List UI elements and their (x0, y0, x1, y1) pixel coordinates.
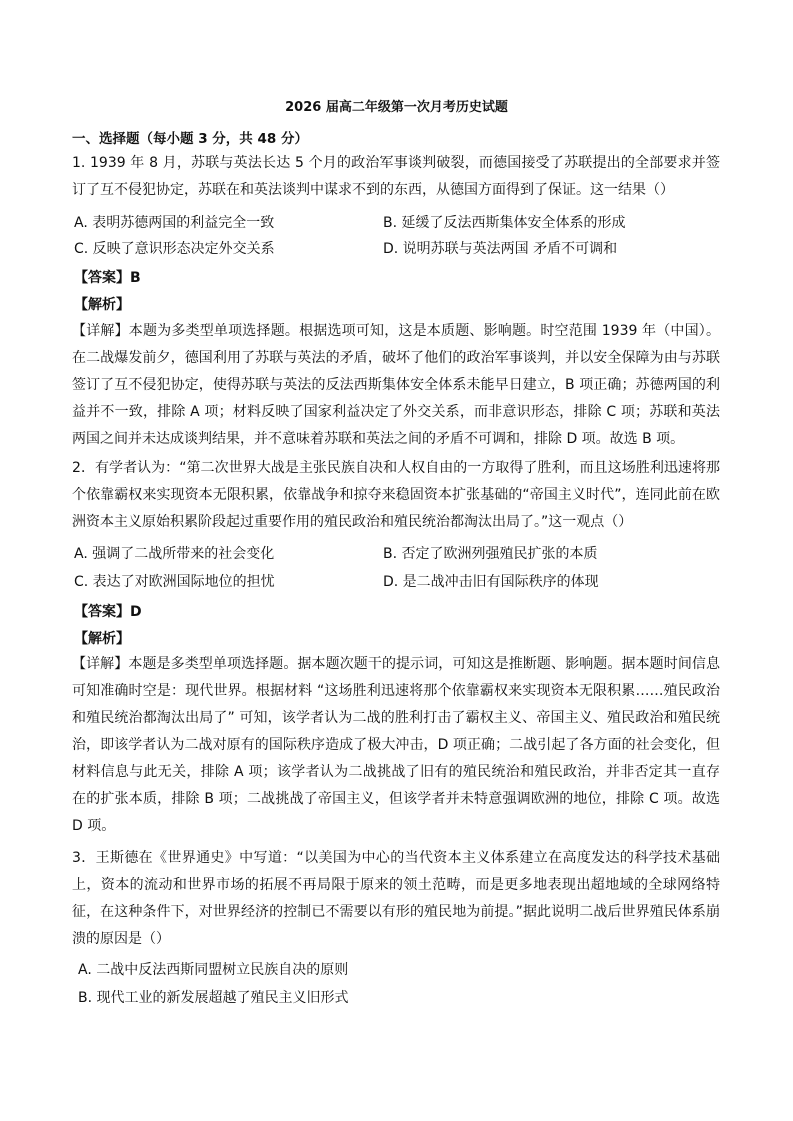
q3-stem: 3．王斯德在《世界通史》中写道：“以美国为中心的当代资本主义体系建立在高度发达的科学技术基础上，资本的流动和世界市场的拓展不再局限于原来的领土范畴，而是更多地表现出超地域的全球网络特征，在这种条件下，对世界经济的控制已不需要以有形的殖民地为前提。”据此说明二战后世界殖民体系崩溃的原因是（） (72, 850, 720, 947)
q3-option-a: A. 二战中反法西斯同盟树立民族自决的原则 (78, 962, 349, 978)
q3-option-b: B. 现代工业的新发展超越了殖民主义旧形式 (78, 990, 349, 1006)
q2-option-d: D. 是二战冲击旧有国际秩序的体现 (383, 574, 599, 590)
section-heading: 一、选择题（每小题 3 分，共 48 分） (72, 131, 308, 147)
q1-option-d: D. 说明苏联与英法两国 矛盾不可调和 (383, 241, 618, 257)
q1-stem: 1. 1939 年 8 月，苏联与英法长达 5 个月的政治军事谈判破裂，而德国接受了苏联提出的全部要求并签订了互不侵犯协定，苏联在和英法谈判中谋求不到的东西，从德国方面得到了保证。这一结果（） (72, 155, 720, 198)
q1-answer: 【答案】B (74, 270, 141, 286)
q1-detail: 【详解】本题为多类型单项选择题。根据选项可知，这是本质题、影响题。时空范围 1939 年（中国）。在二战爆发前夕，德国利用了苏联与英法的矛盾，破坏了他们的政治军事谈判，并以安全保障为由与苏联签订了互不侵犯协定，使得苏联与英法的反法西斯集体安全体系未能早日建立，B 项正确；苏德两国的利益并不一致，排除 A 项；材料反映了国家利益决定了外交关系，而非意识形态，排除 C 项；苏联和英法两国之间并未达成谈判结果，并不意味着苏联和英法之间的矛盾不可调和，排除 D 项。故选 B 项。 (72, 323, 720, 447)
q2-option-c: C. 表达了对欧洲国际地位的担忧 (74, 574, 275, 590)
q1-option-a: A. 表明苏德两国的利益完全一致 (74, 215, 275, 231)
q2-analysis-label: 【解析】 (74, 631, 130, 647)
q1-option-b: B. 延缓了反法西斯集体安全体系的形成 (383, 215, 626, 231)
q2-detail: 【详解】本题是多类型单项选择题。据本题次题干的提示词，可知这是推断题、影响题。据本题时间信息可知准确时空是：现代世界。根据材料 “这场胜利迅速将那个依靠霸权来实现资本无限积累……殖民政治和殖民统治都淘汰出局了” 可知，该学者认为二战的胜利打击了霸权主义、帝国主义、殖民政治和殖民统治，即该学者认为二战对原有的国际秩序造成了极大冲击，D 项正确；二战引起了各方面的社会变化，但材料信息与此无关，排除 A 项；该学者认为二战挑战了旧有的殖民统治和殖民政治，并非否定其一直存在的扩张本质，排除 B 项；二战挑战了帝国主义，但该学者并未特意强调欧洲的地位，排除 C 项。故选 D 项。 (72, 656, 720, 834)
q2-option-a: A. 强调了二战所带来的社会变化 (74, 546, 275, 562)
q2-stem: 2．有学者认为：“第二次世界大战是主张民族自决和人权自由的一方取得了胜利，而且这场胜利迅速将那个依靠霸权来实现资本无限积累，依靠战争和掠夺来稳固资本扩张基础的“帝国主义时代”，连同此前在欧洲资本主义原始积累阶段起过重要作用的殖民政治和殖民统治都淘汰出局了。”这一观点（） (72, 460, 720, 530)
q1-option-c: C. 反映了意识形态决定外交关系 (74, 241, 275, 257)
page-title: 2026 届高二年级第一次月考历史试题 (285, 100, 508, 115)
q2-option-b: B. 否定了欧洲列强殖民扩张的本质 (383, 546, 598, 562)
q1-analysis-label: 【解析】 (74, 297, 130, 313)
q2-answer: 【答案】D (74, 604, 142, 620)
